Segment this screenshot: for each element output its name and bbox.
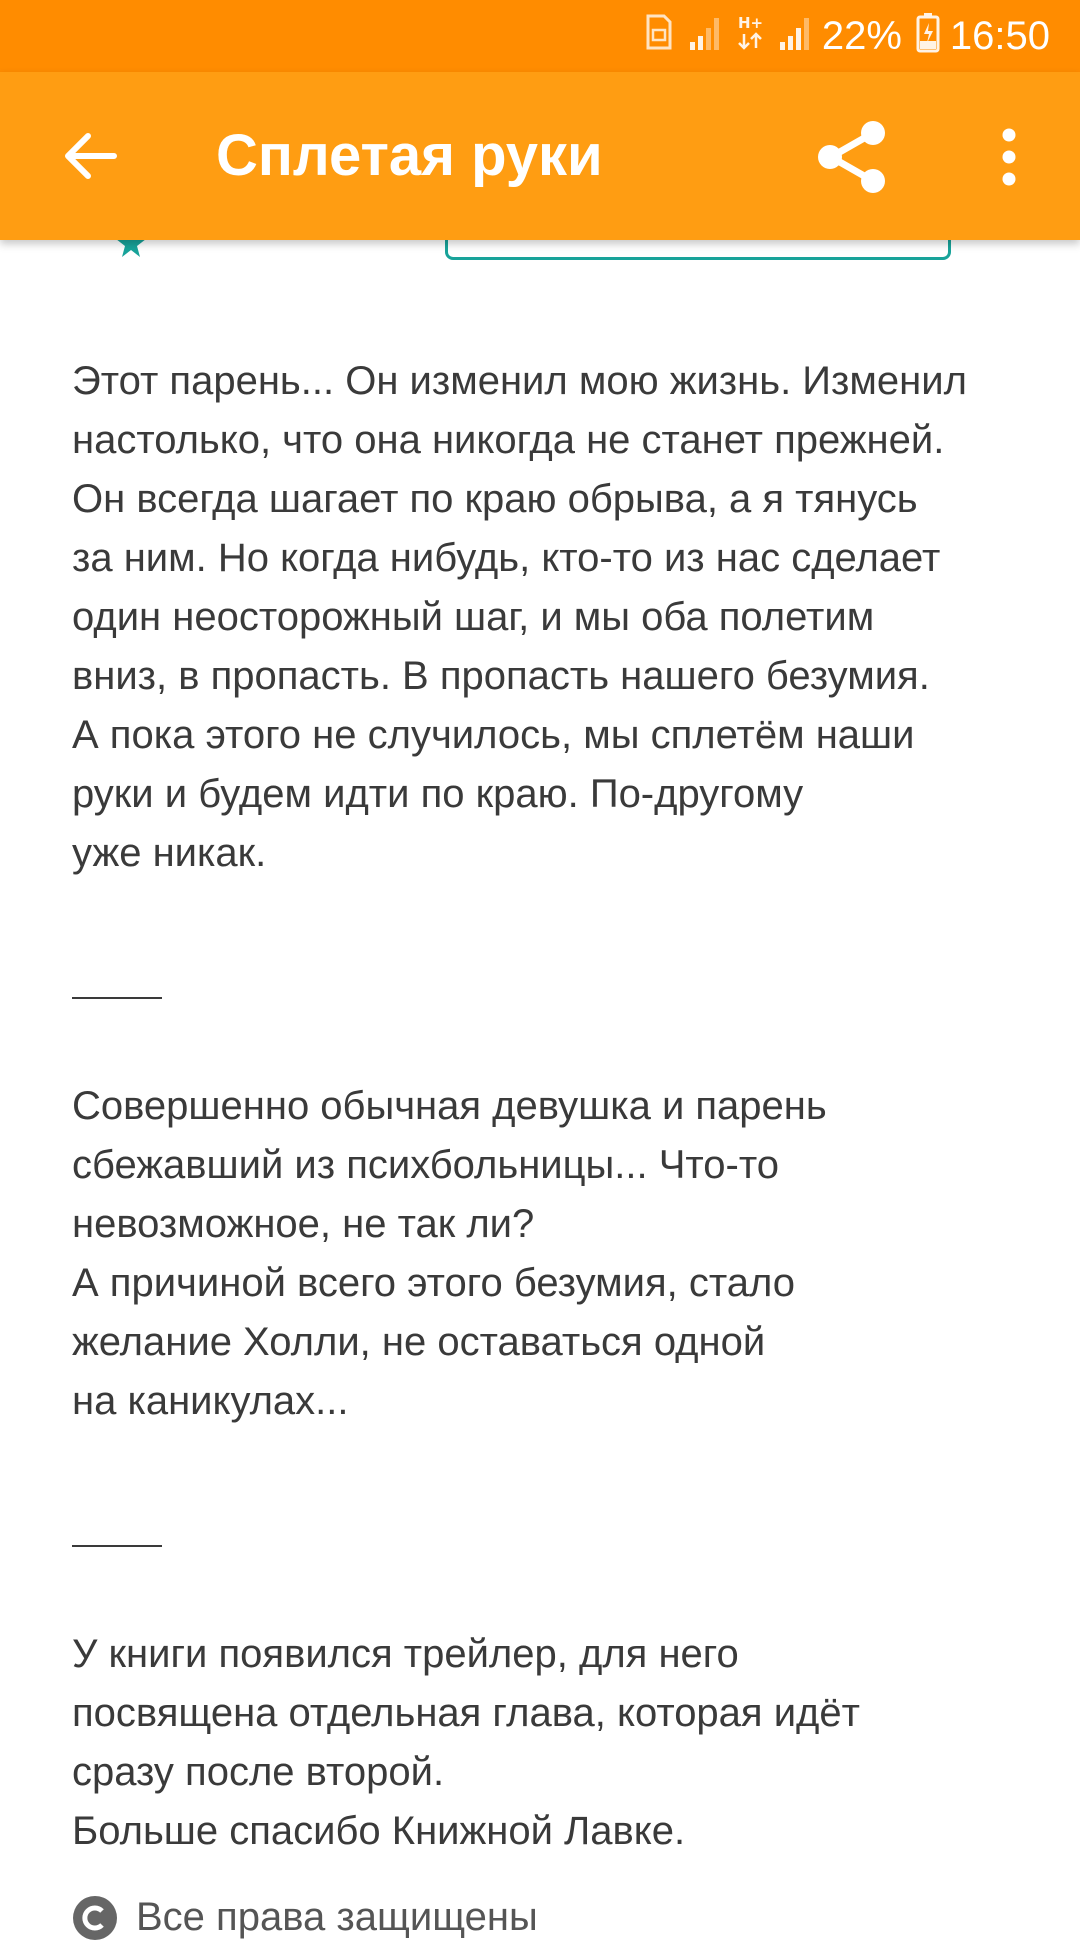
battery-percent: 22%: [821, 13, 902, 58]
signal-icon-2: [778, 12, 812, 60]
copyright-notice: [72, 1888, 538, 1947]
share-button[interactable]: [806, 112, 896, 202]
description-paragraph: Совершенно обычная девушка и парень сбежавший из психбольницы... Что-то невозможное, не так ли? А причиной всего этого безумия, стало желание Холли, не оставаться одной на каникулах...: [72, 1084, 827, 1423]
bookmark-star-icon[interactable]: [116, 240, 146, 258]
book-description: [72, 352, 1022, 1861]
svg-text:H+: H+: [737, 14, 763, 32]
hplus-network-icon: [736, 12, 764, 60]
signal-icon: [688, 12, 722, 60]
more-options-button[interactable]: [974, 112, 1044, 202]
page-title: Сплетая руки: [216, 123, 603, 188]
read-button[interactable]: [445, 240, 951, 260]
clock: 16:50: [949, 13, 1050, 58]
status-bar: [0, 0, 1080, 72]
more-vert-icon: [999, 127, 1019, 187]
copyright-icon: [72, 1895, 118, 1941]
arrow-left-icon: [62, 128, 118, 184]
share-icon: [813, 119, 889, 195]
scrolled-header-remnant: [0, 240, 1080, 264]
sim-card-icon: [644, 12, 674, 60]
app-bar: [0, 72, 1080, 240]
copyright-label: Все права защищены: [136, 1895, 538, 1939]
battery-icon: [916, 11, 940, 61]
description-paragraph: Этот парень... Он изменил мою жизнь. Изменил настолько, что она никогда не станет прежней. Он всегда шагает по краю обрыва, а я тянусь за ним. Но когда нибудь, кто-то из нас сделает один неосторожный шаг, и мы оба полетим вниз, в пропасть. В пропасть нашего безумия. А пока этого не случилось, мы сплетём наши руки и будем идти по краю. По-другому уже никак.: [72, 359, 967, 875]
description-paragraph: У книги появился трейлер, для него посвящена отдельная глава, которая идёт сразу после второй. Больше спасибо Книжной Лавке.: [72, 1632, 860, 1853]
back-button[interactable]: [48, 114, 132, 198]
